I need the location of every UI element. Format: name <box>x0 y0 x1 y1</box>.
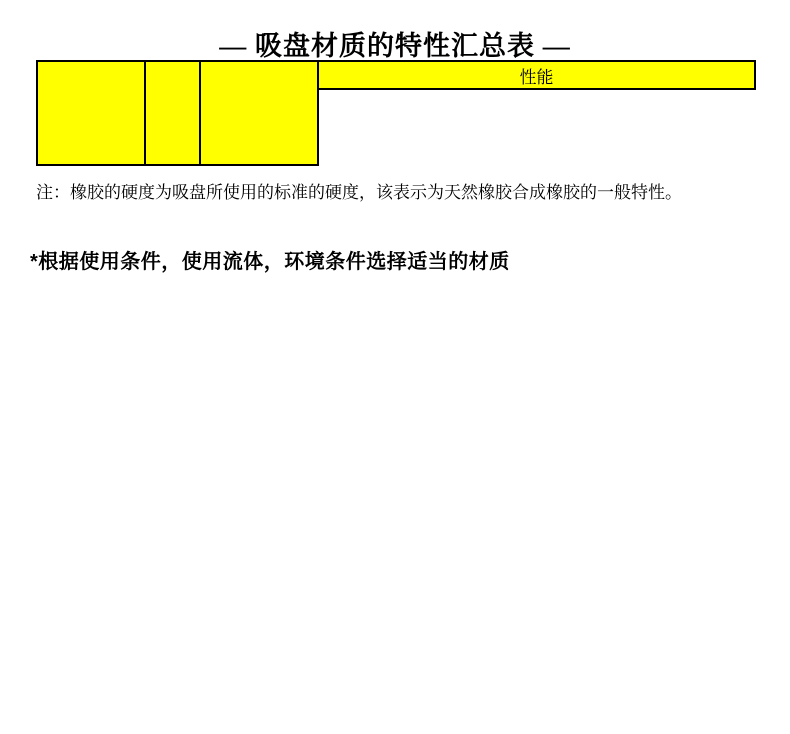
selection-heading: *根据使用条件，使用流体，环境条件选择适当的材质 <box>30 251 510 273</box>
col-header-hardness <box>145 61 200 165</box>
col-header-temp <box>200 61 318 165</box>
col-header-material <box>37 61 145 165</box>
col-header-performance: 性能 <box>318 61 755 89</box>
header-row-top <box>37 61 755 89</box>
selection-table <box>36 295 754 327</box>
properties-table <box>36 60 756 166</box>
selection-header-row <box>36 295 754 327</box>
note-text: 注：橡胶的硬度为吸盘所使用的标准的硬度，该表示为天然橡胶合成橡胶的一般特性。 <box>36 183 682 202</box>
page-title: — 吸盘材质的特性汇总表 — <box>219 31 571 61</box>
